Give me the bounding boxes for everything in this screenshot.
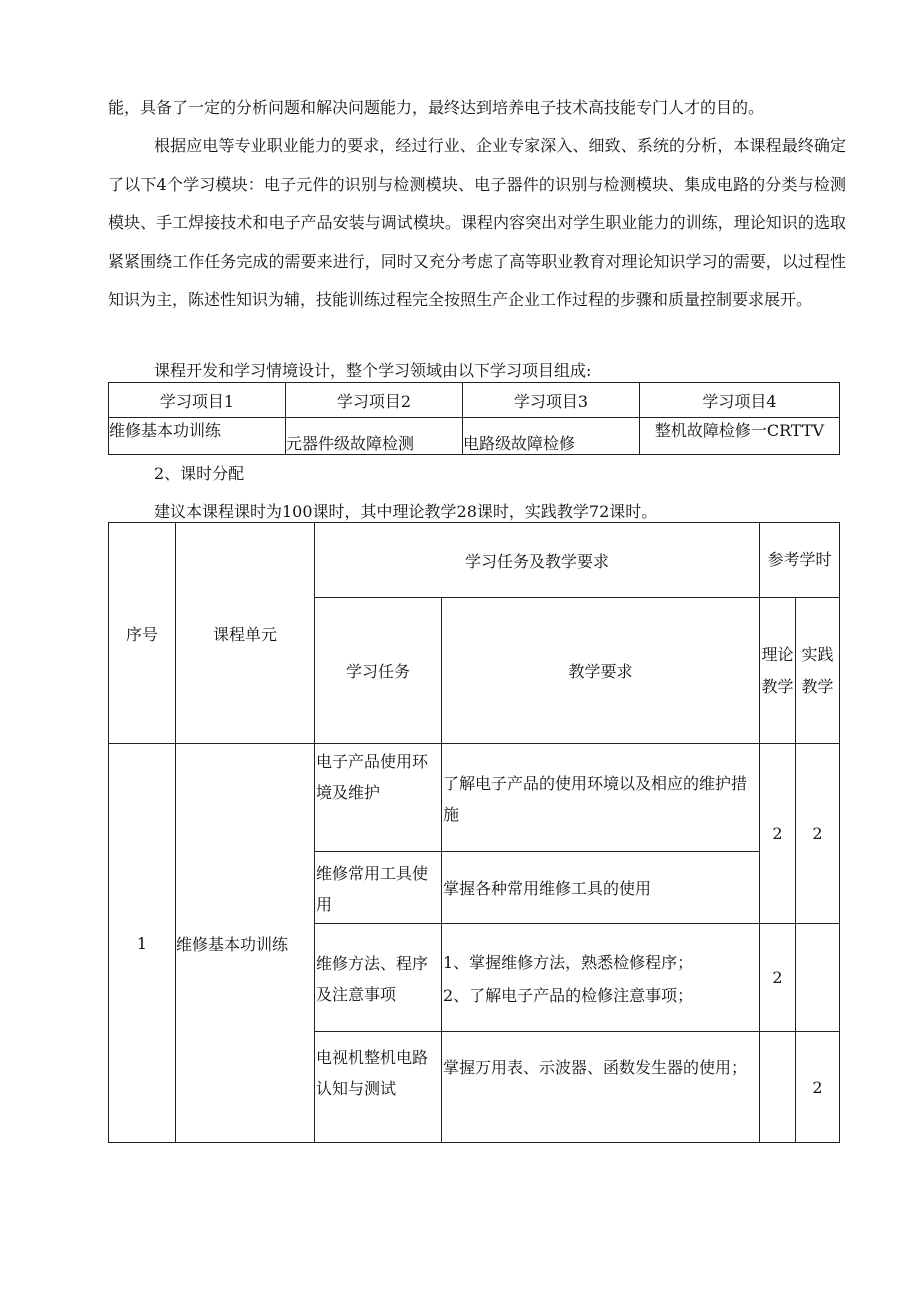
project-value-2: 元器件级故障检测 <box>286 418 463 455</box>
unit1-req-2-text: 掌握各种常用维修工具的使用 <box>443 879 652 898</box>
header-theory: 理论教学 <box>760 598 796 744</box>
unit1-req-4-text: 掌握万用表、示波器、函数发生器的使用； <box>443 1058 748 1077</box>
unit1-req-3 <box>442 924 760 1032</box>
project-header-2: 学习项目2 <box>286 383 463 418</box>
projects-value-row <box>109 418 840 455</box>
unit1-task-3-text: 维修方法、程序及注意事项 <box>316 953 429 1004</box>
project-header-3: 学习项目3 <box>463 383 640 418</box>
section-intro: 建议本课程课时为100课时，其中理论教学28课时，实践教学72课时。 <box>154 502 658 521</box>
unit1-task-4-text: 电视机整机电路认知与测试 <box>316 1048 429 1098</box>
unit1-req-3-line-1: 1、掌握维修方法，熟悉检修程序； <box>443 952 694 972</box>
header-index: 序号 <box>109 523 176 744</box>
unit1-name: 维修基本功训练 <box>176 744 315 1143</box>
projects-table <box>108 382 840 455</box>
unit1-task-4 <box>315 1032 442 1143</box>
project-header-1: 学习项目1 <box>109 383 286 418</box>
unit1-index: 1 <box>109 744 176 1143</box>
paragraph-modules: 根据应电等专业职业能力的要求，经过行业、企业专家深入、细致、系统的分析，本课程最终确定了以下4个学习模块：电子元件的识别与检测模块、电子器件的识别与检测模块、集成电路的分类与检测模块、手工焊接技术和电子产品安装与调试模块。课程内容突出对学生职业能力的训练，理论知识的选取紧紧围绕工作任务完成的需要来进行，同时又充分考虑了高等职业教育对理论知识学习的需要，以过程性知识为主，陈述性知识为辅，技能训练过程完全按照生产企业工作过程的步骤和质量控制要求展开。 <box>108 136 846 309</box>
unit1-practice-rows-1-2: 2 <box>796 744 840 924</box>
unit1-task-3 <box>315 924 442 1032</box>
unit1-req-1 <box>442 744 760 852</box>
project-header-4: 学习项目4 <box>640 383 840 418</box>
project-value-1: 维修基本功训练 <box>109 418 286 455</box>
unit1-practice-row-3 <box>796 924 840 1032</box>
paragraph-continuation: 能，具备了一定的分析问题和解决问题能力，最终达到培养电子技术高技能专门人才的目的。 <box>108 98 765 117</box>
unit1-theory-row-3: 2 <box>760 924 796 1032</box>
unit1-row-1 <box>109 744 840 852</box>
project-value-3: 电路级故障检修 <box>463 418 640 455</box>
header-practice: 实践教学 <box>796 598 840 744</box>
paragraph-projects-intro: 课程开发和学习情境设计，整个学习领域由以下学习项目组成: <box>154 361 592 380</box>
unit1-req-2 <box>442 852 760 924</box>
unit1-req-4 <box>442 1032 760 1143</box>
header-hours-group: 参考学时 <box>760 523 840 598</box>
hours-header-row-1 <box>109 523 840 598</box>
header-task: 学习任务 <box>315 598 442 744</box>
unit1-task-2 <box>315 852 442 924</box>
unit1-practice-row-4: 2 <box>796 1032 840 1143</box>
unit1-req-3-line-2: 2、了解电子产品的检修注意事项； <box>443 985 694 1005</box>
unit1-task-1 <box>315 744 442 852</box>
header-tasks-group: 学习任务及教学要求 <box>315 523 760 598</box>
section-heading: 2、课时分配 <box>154 464 245 483</box>
projects-header-row <box>109 383 840 418</box>
header-requirement: 教学要求 <box>442 598 760 744</box>
unit1-theory-rows-1-2: 2 <box>760 744 796 924</box>
project-value-4: 整机故障检修一CRTTV <box>640 418 840 455</box>
hours-table <box>108 522 840 1143</box>
unit1-task-2-text: 维修常用工具使用 <box>316 863 429 914</box>
unit1-task-1-text: 电子产品使用环境及维护 <box>316 752 429 802</box>
unit1-theory-row-4 <box>760 1032 796 1143</box>
unit1-req-1-text: 了解电子产品的使用环境以及相应的维护措施 <box>443 773 748 824</box>
header-unit: 课程单元 <box>176 523 315 744</box>
